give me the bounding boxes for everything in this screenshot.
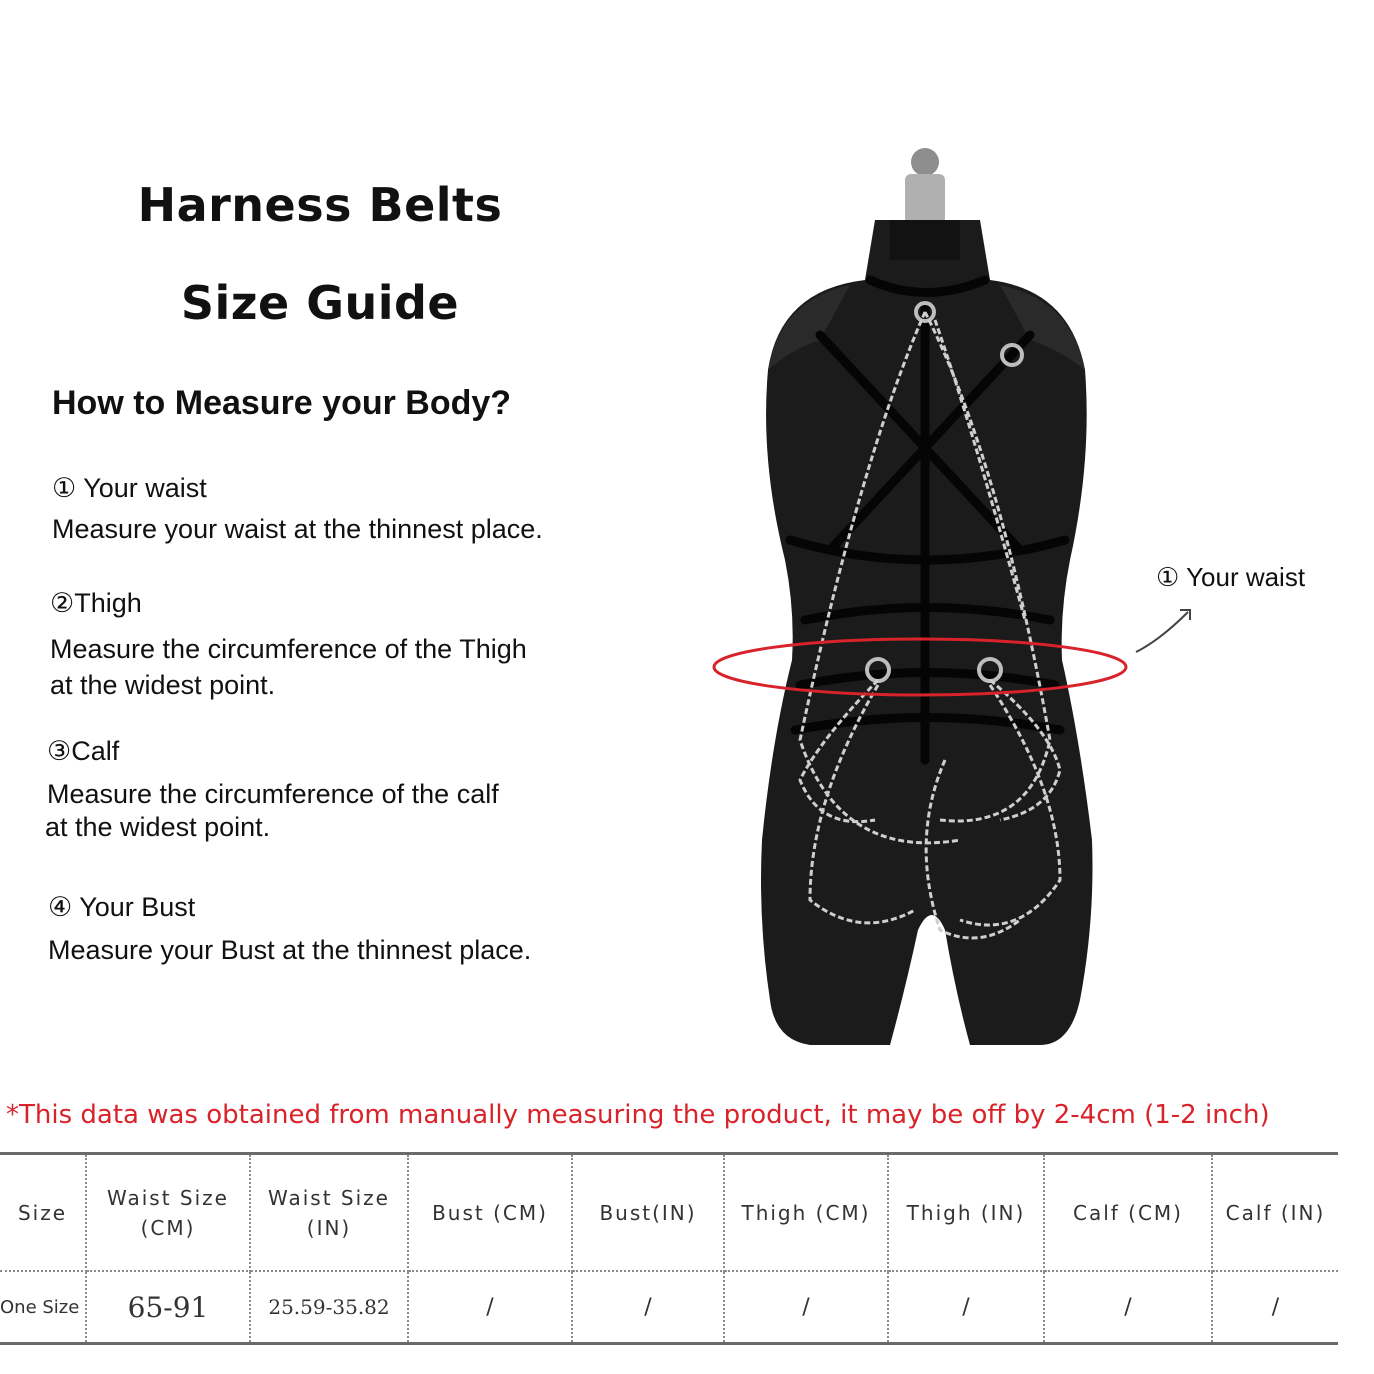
cell-size: One Size (0, 1271, 86, 1344)
step-thigh-desc-1: Measure the circumference of the Thigh (50, 634, 527, 664)
header-bust-in: Bust(IN) (572, 1154, 724, 1272)
page-subtitle: Size Guide (180, 276, 460, 330)
header-bust-cm: Bust (CM) (408, 1154, 572, 1272)
step-bust-desc: Measure your Bust at the thinnest place. (48, 935, 532, 965)
cell-bust-in: / (572, 1271, 724, 1344)
step-waist-desc: Measure your waist at the thinnest place. (52, 514, 543, 544)
header-waist-cm: Waist Size (CM) (86, 1154, 250, 1272)
table-row (0, 1271, 1338, 1344)
step-waist-label: ① Your waist (52, 473, 207, 503)
step-bust-label: ④ Your Bust (48, 892, 196, 922)
cell-bust-cm: / (408, 1271, 572, 1344)
header-calf-cm: Calf (CM) (1044, 1154, 1212, 1272)
cell-thigh-cm: / (724, 1271, 888, 1344)
header-thigh-in: Thigh (IN) (888, 1154, 1044, 1272)
page-title: Harness Belts (137, 178, 503, 232)
step-calf-desc-1: Measure the circumference of the calf (47, 779, 499, 809)
cell-waist-cm: 65-91 (86, 1271, 250, 1344)
cell-calf-cm: / (1044, 1271, 1212, 1344)
arrow-icon (1130, 600, 1210, 660)
waist-callout: ① Your waist (1156, 562, 1306, 592)
step-calf-label: ③Calf (47, 736, 120, 766)
how-to-heading: How to Measure your Body? (52, 384, 512, 422)
table-header-row (0, 1154, 1338, 1272)
cell-calf-in: / (1212, 1271, 1338, 1344)
measurement-note: *This data was obtained from manually measuring the product, it may be off by 2-4cm (1-2 inch) (6, 1100, 1270, 1130)
harness-mannequin-image (700, 140, 1160, 1060)
size-table (0, 1152, 1338, 1345)
header-calf-in: Calf (IN) (1212, 1154, 1338, 1272)
step-thigh-desc-2: at the widest point. (50, 670, 276, 700)
header-size: Size (0, 1154, 86, 1272)
cell-waist-in: 25.59-35.82 (250, 1271, 408, 1344)
cell-thigh-in: / (888, 1271, 1044, 1344)
header-thigh-cm: Thigh (CM) (724, 1154, 888, 1272)
step-calf-desc-2: at the widest point. (45, 812, 271, 842)
step-thigh-label: ②Thigh (50, 588, 142, 618)
header-waist-in: Waist Size (IN) (250, 1154, 408, 1272)
